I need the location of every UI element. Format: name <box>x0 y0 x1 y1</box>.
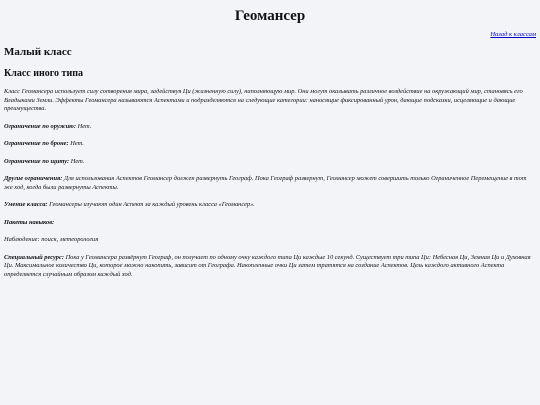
class-size-heading: Малый класс <box>4 46 72 58</box>
resource-label: Специальный ресурс: <box>4 253 64 261</box>
packages-label: Пакеты навыков: <box>4 218 55 226</box>
other-restrictions <box>4 175 536 192</box>
shield-value: Нет. <box>70 157 85 165</box>
weapon-label: Ограничение по оружию: <box>4 122 76 130</box>
skill-packages-list: Наблюдение: поиск, метеорология <box>4 236 99 243</box>
class-type-heading: Класс иного типа <box>4 68 83 79</box>
skill-value: Геомансеры изучают один Аспект за каждый уровень класса «Геомансер». <box>49 201 255 208</box>
other-value: Для использования Аспектов Геомансер должен развернуть Географ. Пока Географ развернут, Геомансер может совершить только Ограниченное Перемещение в тот же ход, когда были развернуты Аспекты. <box>4 175 527 191</box>
armor-value: Нет. <box>70 140 84 147</box>
shield-restriction <box>4 158 536 167</box>
back-link-row <box>4 31 536 38</box>
class-skill <box>4 201 536 210</box>
intro-paragraph: Класс Геомансера использует силу сотворения мира, задействуя Ци (жизненную силу), наполняющую мир. Они могут оказывать различное воздействие на окружающий мир, становясь его Владыками Земли. Эффекты Геомансера называются Аспектами и подразделяются на следующие категории: наносящие фиксированный урон, дающие подсказки, исцеляющие и дающие преимущества. <box>4 88 523 112</box>
weapon-restriction <box>4 123 536 132</box>
other-label: Другие ограничения: <box>4 175 63 182</box>
armor-restriction <box>4 140 536 149</box>
skill-packages <box>4 219 536 228</box>
shield-label: Ограничение по щиту: <box>4 157 70 165</box>
skill-label: Умение класса: <box>4 201 48 208</box>
page-title: Геомансер <box>234 8 306 24</box>
armor-label: Ограничение по броне: <box>4 140 69 147</box>
weapon-value: Нет. <box>77 122 92 130</box>
resource-value: Пока у Геомансера развёрнут Географ, он получает по одному очку каждого типа Ци каждые 10 секунд. Существует три типа Ци: Небесная Ци, Земная Ци и Духовная Ци. Максимальное количество Ци, которое можно накопить, зависит от Географа. Накопленные очки Ци затем тратятся на создание Аспектов. Цель каждого активного Аспекта определяется случайным образом каждый ход. <box>4 253 531 278</box>
special-resource <box>4 254 536 280</box>
back-to-classes-link[interactable]: Назад к классам <box>490 31 536 38</box>
